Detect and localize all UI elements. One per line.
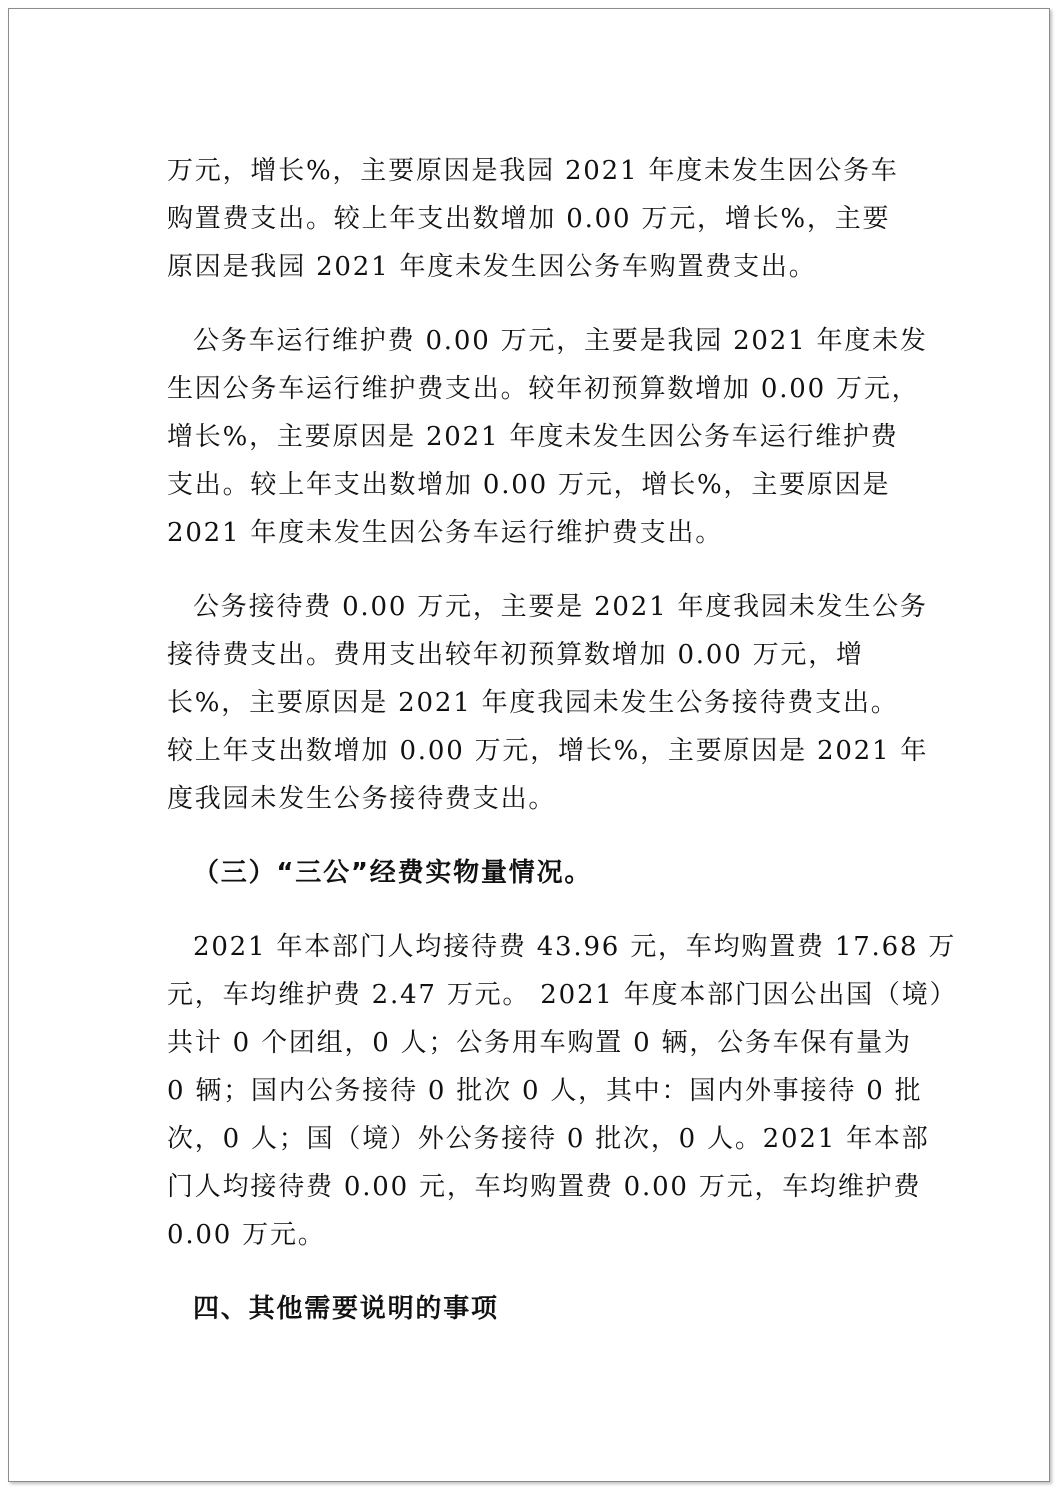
text-line: 2021 年本部门人均接待费 43.96 元，车均购置费 17.68 万 — [193, 932, 957, 962]
text-line: 原因是我园 2021 年度未发生因公务车购置费支出。 — [167, 252, 817, 282]
text-line: 购置费支出。较上年支出数增加 0.00 万元，增长%，主要 — [167, 204, 891, 234]
text-line: 度我园未发生公务接待费支出。 — [167, 784, 557, 814]
text-line: 次，0 人；国（境）外公务接待 0 批次，0 人。2021 年本部 — [167, 1124, 930, 1154]
text-line: 元，车均维护费 2.47 万元。 2021 年度本部门因公出国（境） — [167, 980, 958, 1010]
text-line: 0 辆；国内公务接待 0 批次 0 人，其中：国内外事接待 0 批 — [167, 1076, 923, 1106]
paragraph-physical-quantity — [167, 923, 958, 1259]
text-line: 支出。较上年支出数增加 0.00 万元，增长%，主要原因是 — [167, 470, 891, 500]
paragraph-gap — [167, 291, 929, 317]
text-line: 公务接待费 0.00 万元，主要是 2021 年度我园未发生公务 — [193, 592, 928, 622]
document-body — [167, 147, 958, 1333]
text-line: 长%，主要原因是 2021 年度我园未发生公务接待费支出。 — [167, 688, 899, 718]
text-line: 共计 0 个团组，0 人；公务用车购置 0 辆，公务车保有量为 — [167, 1028, 912, 1058]
text-line: 较上年支出数增加 0.00 万元，增长%，主要原因是 2021 年 — [167, 736, 929, 766]
section-heading-3: （三）“三公”经费实物量情况。 — [193, 858, 593, 888]
paragraph-gap — [167, 823, 929, 849]
text-line: 接待费支出。费用支出较年初预算数增加 0.00 万元，增 — [167, 640, 864, 670]
paragraph-vehicle-purchase — [167, 147, 929, 291]
text-line: 0.00 万元。 — [167, 1220, 326, 1250]
paragraph-reception — [167, 583, 929, 823]
text-line: 门人均接待费 0.00 元，车均购置费 0.00 万元，车均维护费 — [167, 1172, 922, 1202]
text-line: 2021 年度未发生因公务车运行维护费支出。 — [167, 518, 724, 548]
text-line: 公务车运行维护费 0.00 万元，主要是我园 2021 年度未发 — [193, 326, 928, 356]
document-page — [8, 8, 1050, 1482]
paragraph-gap — [167, 897, 929, 923]
paragraph-gap — [167, 557, 929, 583]
paragraph-gap — [167, 1259, 929, 1285]
paragraph-vehicle-maintenance — [167, 317, 929, 557]
text-line: 万元，增长%，主要原因是我园 2021 年度未发生因公务车 — [167, 156, 899, 186]
text-line: 增长%，主要原因是 2021 年度未发生因公务车运行维护费 — [167, 422, 899, 452]
section-heading-4: 四、其他需要说明的事项 — [193, 1294, 499, 1324]
text-line: 生因公务车运行维护费支出。较年初预算数增加 0.00 万元， — [167, 374, 920, 404]
